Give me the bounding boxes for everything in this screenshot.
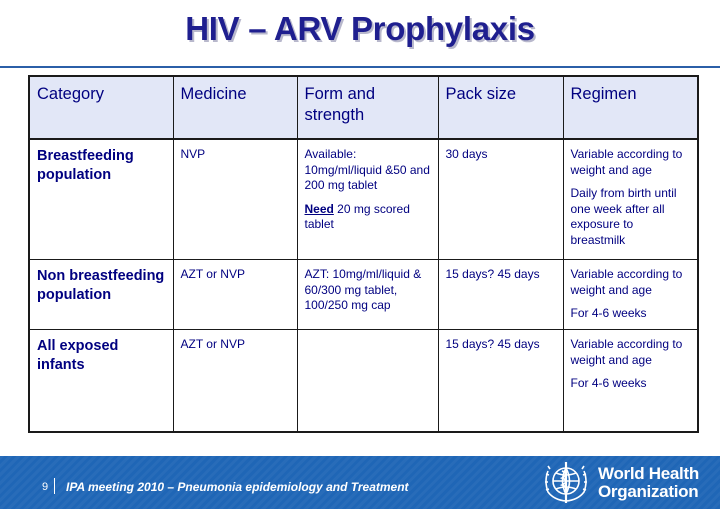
regimen-line: Daily from birth until one week after all exposure to breastmilk [570, 186, 677, 247]
regimen-line: Variable according to weight and age [570, 147, 683, 177]
footer-bar [0, 456, 720, 509]
who-name-line1: World Health [598, 464, 699, 483]
header-medicine: Medicine [173, 76, 297, 139]
page-number-divider [54, 478, 55, 494]
who-name-line2: Organization [598, 482, 699, 501]
form-need [305, 202, 432, 233]
form-line: AZT: 10mg/ml/liquid & 60/300 mg tablet, 100/250 mg cap [304, 267, 422, 312]
need-text: 20 mg scored tablet [304, 201, 410, 231]
cell-pack: 15 days? 45 days [438, 330, 563, 433]
footer-text: IPA meeting 2010 – Pneumonia epidemiology and Treatment [66, 480, 409, 494]
table-row [29, 330, 698, 433]
cell-regimen [563, 260, 698, 330]
cell-category: Non breastfeeding population [29, 260, 173, 330]
cell-category: All exposed infants [29, 330, 173, 433]
cell-regimen [563, 330, 698, 433]
cell-form [297, 330, 438, 433]
cell-medicine: AZT or NVP [173, 330, 297, 433]
cell-medicine: NVP [173, 139, 297, 260]
slide-title: HIV – ARV Prophylaxis [185, 10, 535, 47]
header-category: Category [29, 76, 173, 139]
cell-pack: 30 days [438, 139, 563, 260]
who-emblem-icon [538, 459, 594, 505]
header-pack-size: Pack size [438, 76, 563, 139]
need-label: Need [304, 201, 334, 216]
regimen-line: For 4-6 weeks [570, 306, 647, 320]
cell-medicine: AZT or NVP [173, 260, 297, 330]
cell-form [297, 260, 438, 330]
table-row [29, 139, 698, 260]
regimen-line: For 4-6 weeks [570, 376, 647, 390]
page-number: 9 [42, 481, 49, 493]
regimen-line: Variable according to weight and age [570, 267, 683, 297]
cell-form [297, 139, 438, 260]
cell-regimen [563, 139, 698, 260]
cell-category: Breastfeeding population [29, 139, 173, 260]
header-form-strength: Form and strength [297, 76, 438, 139]
prophylaxis-table [28, 75, 699, 433]
form-available: Available: 10mg/ml/liquid &50 and 200 mg tablet [304, 147, 430, 192]
title-divider [0, 66, 720, 68]
header-regimen: Regimen [563, 76, 698, 139]
table-row [29, 260, 698, 330]
who-name [598, 465, 699, 501]
table-header-row [29, 76, 698, 139]
cell-pack: 15 days? 45 days [438, 260, 563, 330]
regimen-line: Variable according to weight and age [570, 337, 683, 367]
